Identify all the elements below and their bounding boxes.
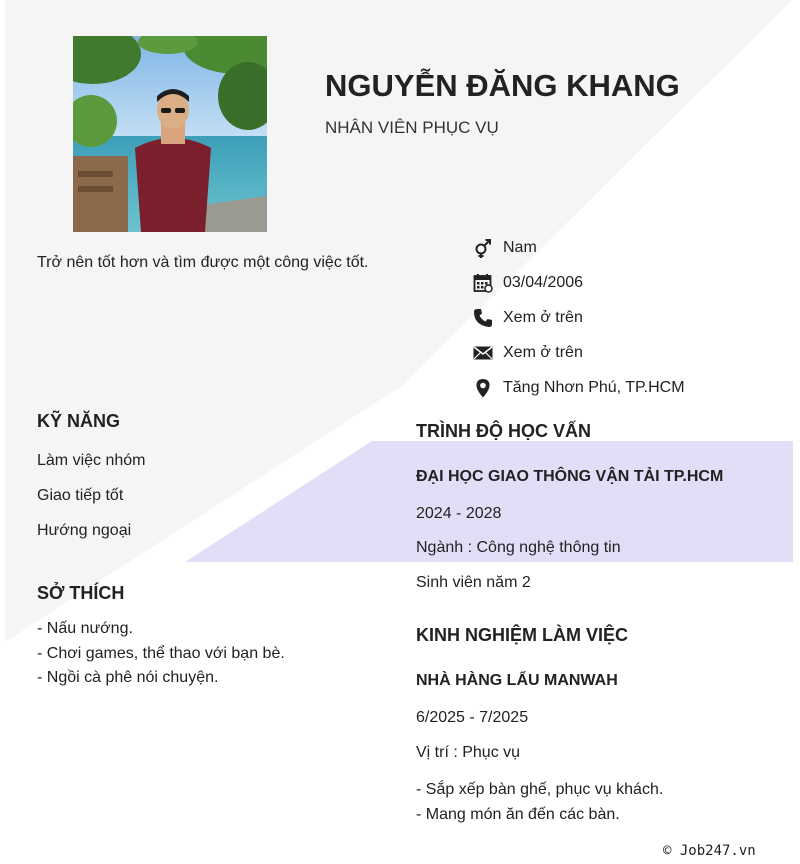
skills-heading: KỸ NĂNG [37,411,121,431]
skill-item: Làm việc nhóm [37,452,146,469]
experience-period: 6/2025 - 7/2025 [416,709,529,726]
calendar-icon [472,272,494,294]
candidate-name: NGUYỄN ĐĂNG KHANG [325,68,680,103]
info-row-gender [472,230,772,265]
email-icon [472,342,494,364]
job-title: NHÂN VIÊN PHỤC VỤ [325,118,499,137]
duty-item: - Sắp xếp bàn ghế, phục vụ khách. [416,781,664,798]
info-birthdate: 03/04/2006 [503,273,584,291]
info-row-email [472,335,772,370]
hobby-item: - Ngồi cà phê nói chuyện. [37,669,219,686]
hobby-item: - Nấu nướng. [37,620,133,637]
location-icon [472,377,494,399]
phone-icon [472,307,494,329]
personal-info [472,230,772,405]
info-phone: Xem ở trên [503,308,583,326]
education-year: Sinh viên năm 2 [416,574,531,591]
skill-item: Giao tiếp tốt [37,487,124,504]
company-name: NHÀ HÀNG LẨU MANWAH [416,672,618,689]
career-objective: Trở nên tốt hơn và tìm được một công việc tốt. [37,254,369,271]
info-gender: Nam [503,238,537,256]
hobbies-heading: SỞ THÍCH [37,583,125,603]
hobby-item: - Chơi games, thể thao với bạn bè. [37,644,285,662]
skill-item: Hướng ngoại [37,522,132,539]
duty-item: - Mang món ăn đến các bàn. [416,805,620,823]
gender-icon [472,237,494,259]
hobbies-list [37,617,285,691]
experience-heading: KINH NGHIỆM LÀM VIỆC [416,625,629,645]
info-address: Tăng Nhơn Phú, TP.HCM [503,378,685,396]
school-name: ĐẠI HỌC GIAO THÔNG VẬN TẢI TP.HCM [416,468,724,485]
info-row-birthdate [472,265,772,300]
info-row-address [472,370,772,405]
education-major: Ngành : Công nghệ thông tin [416,539,621,556]
education-period: 2024 - 2028 [416,505,502,522]
info-email: Xem ở trên [503,343,583,361]
education-heading: TRÌNH ĐỘ HỌC VẤN [416,421,591,441]
footer-copyright: © Job247.vn [663,843,756,859]
profile-photo [73,36,267,232]
experience-position: Vị trí : Phục vụ [416,744,521,761]
duties-list [416,778,663,827]
info-row-phone [472,300,772,335]
